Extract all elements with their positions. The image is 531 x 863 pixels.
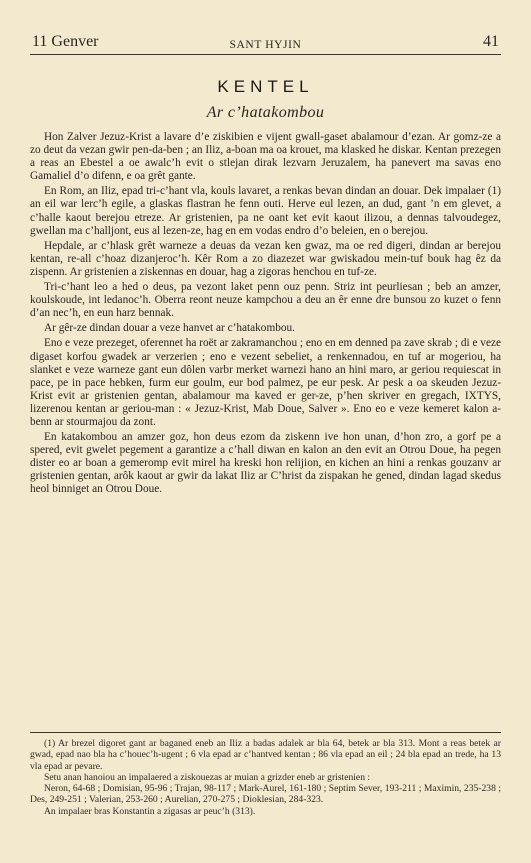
footnote: An impalaer bras Konstantin a zigasas ar peuc’h (313).	[44, 805, 256, 817]
header-date: 11 Genver	[32, 33, 99, 50]
paragraph: Eno e veze prezeget, oferennet ha roët ar zakramanchou ; eno en em denned pa zave skrab ; di e veze digaset korfou gwadek ar verzerien ; eno e vezent sebeliet, a renkennadou, en tuf ar mogeriou, ha slanket e veze warneze gant eun dôlen varbr merket warnezi hano an hini maro, ar geriou requiescat in pace, pe in pace hebken, furm eur goulm, eur bod palmez, pe eur pesk. Ar pesk a oa skeuden Jezuz-Krist evit ar gristenien gentan, abalamour ma kaved er ger-ze, p’hen skriver en gregach, IXTYS, lizerenou kentan ar geriou-man : « Jezuz-Krist, Mab Doue, Salver ». Eno eo e veze kemeret kalon a-benn ar stourmajou da zont.	[30, 337, 501, 428]
paragraph: Hon Zalver Jezuz-Krist a lavare d’e ziskibien e vijent gwall-gaset abalamour d’ezan. Ar gomz-ze a zo deut da vezan gwir pen-da-ben ; an Iliz, a-boan ma oa krouet, ma klasked he diskar. Kentan prezegen a reas an Ebestel a oe awalc’h evit o stlejan dirak lezvarn Jeruzalem, ha panevert ma savas eno Gamaliel d’o difenn, e oa grêt gante.	[30, 131, 501, 183]
section-subtitle: Ar c’hatakombou	[206, 104, 325, 121]
paragraph: Hepdale, ar c’hlask grêt warneze a deuas da vezan ken gwaz, ma oe red digeri, dindan ar berejou kentan, re-all c’hoaz dizanjeroc’h. Kêr Rom a zo diazezet war gwiskadou mein-tuf bouk hag êz da zispenn. Ar gristenien a ziskennas en douar, hag a zigoras henchou en tuf-ze.	[30, 239, 501, 278]
paragraph: En katakombou an amzer goz, hon deus ezom da ziskenn ive hon unan, d’hon zro, a gorf pe a spered, evit gwelet pegement a garantize a c’hall diwan en kalon an den evit an Otrou Doue, ha pegen dister eo ar boan a gemeromp evit mirel ha kreski hon relijion, en kichen an hini a renkas gouzanv ar gristenien gentan, arôk kaout ar gwir da lakat Iliz ar C’hrist da zispakan he gened, dindan lagad skedus heol binniget an Otrou Doue.	[30, 431, 501, 496]
header-title: SANT HYJIN	[229, 39, 302, 51]
page-number: 41	[483, 33, 499, 50]
paragraph: En Rom, an Iliz, epad tri-c’hant vla, kouls lavaret, a renkas bevan dindan an douar. Dek impalaer (1) an eil war lerc’h egile, a glaskas flastran he fenn outi. Herve eul lezen, an dud, gant ’n em glevet, a c’halle kaout berejou etreze. Ar gristenien, pa ne oant ket evit kaout ilizou, a dennas talvoudegez, gwellan ma c’halljont, eus al lezen-ze, hag en em vodas endro d’o beleien, en o berejou.	[30, 185, 501, 237]
running-header	[30, 30, 501, 55]
body-text	[30, 131, 501, 499]
footnote: Neron, 64-68 ; Domisian, 95-96 ; Trajan, 98-117 ; Mark-Aurel, 161-180 ; Septim Sever, 193-211 ; Maximin, 235-238 ; Des, 249-251 ; Valerian, 253-260 ; Aurelian, 270-275 ; Dioklesian, 284-323.	[30, 783, 501, 806]
footnote: Setu anan hanoiou an impalaered a ziskouezas ar muian a grizder eneb ar gristenien :	[44, 771, 371, 783]
section-title: KENTEL	[217, 77, 314, 96]
footnotes	[30, 738, 501, 817]
paragraph: Ar gêr-ze dindan douar a veze hanvet ar c’hatakombou.	[44, 322, 296, 335]
paragraph: Tri-c’hant leo a hed o deus, pa vezont laket penn ouz penn. Striz int peurliesan ; beb an amzer, koulskoude, int ledanoc’h. Oberra reont neuze kampchou a deu an êr enne dre bunsou zo kuzet o fenn d’an nec’h, en eun harz bennak.	[30, 281, 501, 320]
footnote: (1) Ar brezel digoret gant ar baganed eneb an Iliz a badas adalek ar bla 64, betek ar bla 313. Mont a reas betek ar gwad, epad nao bla ha c’houec’h-ugent ; 6 vla epad ar c’hantved kentan ; 86 vla epad an eil ; 24 bla epad an trede, ha 13 vla epad ar pevare.	[30, 738, 501, 772]
footnote-rule	[30, 732, 501, 733]
